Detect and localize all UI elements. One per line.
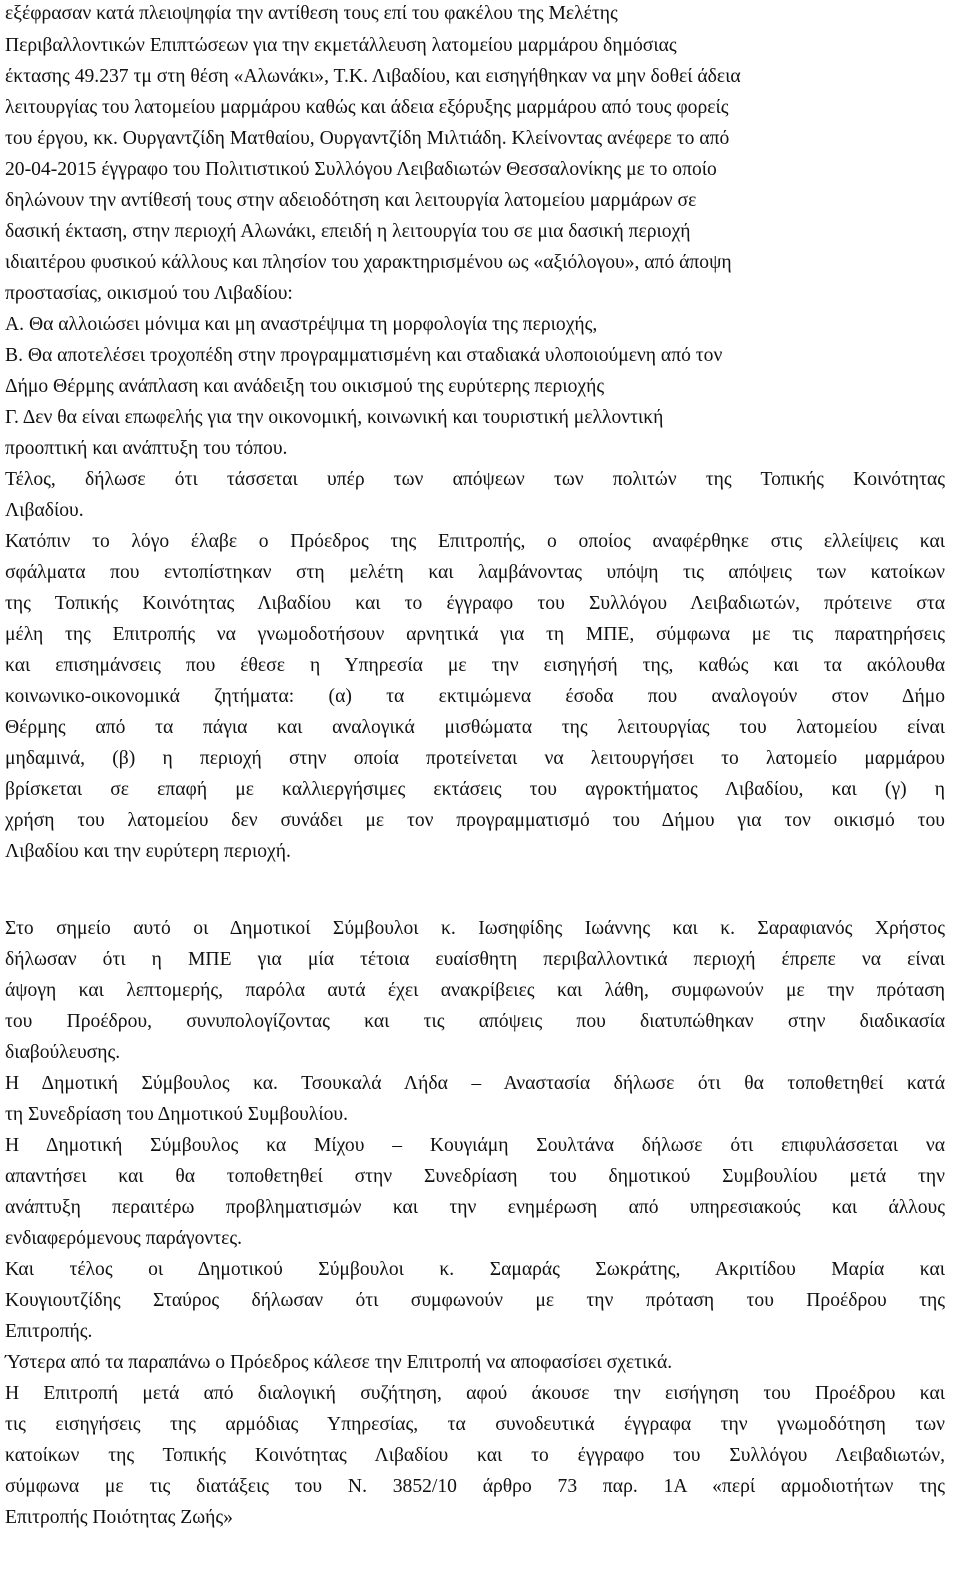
- text-line: κατοίκων της Τοπικής Κοινότητας Λιβαδίου και το έγγραφο του Συλλόγου Λειβαδιωτών,: [5, 1445, 945, 1466]
- text-line: Λιβαδίου.: [5, 500, 84, 521]
- text-line: βρίσκεται σε επαφή με καλλιεργήσιμες εκτάσεις του αγροκτήματος Λιβαδίου, και (γ) η: [5, 779, 945, 800]
- text-line: του Προέδρου, συνυπολογίζοντας και τις απόψεις που διατυπώθηκαν στην διαδικασία: [5, 1011, 945, 1032]
- text-line: σφάλματα που εντοπίστηκαν στη μελέτη και λαμβάνοντας υπόψη τις απόψεις των κατοίκων: [5, 562, 945, 583]
- text-line: Κουγιουτζίδης Σταύρος δήλωσαν ότι συμφωνούν με την πρόταση του Προέδρου της: [5, 1290, 945, 1311]
- text-line: προοπτική και ανάπτυξη του τόπου.: [5, 438, 288, 459]
- text-line: Α. Θα αλλοιώσει μόνιμα και μη αναστρέψιμα τη μορφολογία της περιοχής,: [5, 314, 598, 335]
- text-line: Β. Θα αποτελέσει τροχοπέδη στην προγραμματισμένη και σταδιακά υλοποιούμενη από τον: [5, 345, 723, 366]
- text-line: Στο σημείο αυτό οι Δημοτικοί Σύμβουλοι κ. Ιωσηφίδης Ιωάννης και κ. Σαραφιανός Χρήστος: [5, 918, 945, 939]
- text-line: 20-04-2015 έγγραφο του Πολιτιστικού Συλλόγου Λειβαδιωτών Θεσσαλονίκης με το οποίο: [5, 159, 717, 180]
- text-line: Ύστερα από τα παραπάνω ο Πρόεδρος κάλεσε την Επιτροπή να αποφασίσει σχετικά.: [5, 1352, 673, 1373]
- text-line: Επιτροπής.: [5, 1321, 93, 1342]
- text-line: τη Συνεδρίαση του Δημοτικού Συμβουλίου.: [5, 1104, 349, 1125]
- text-line: χρήση του λατομείου δεν συνάδει με τον προγραμματισμό του Δήμου για τον οικισμό του: [5, 810, 945, 831]
- text-line: εξέφρασαν κατά πλειοψηφία την αντίθεση τους επί του φακέλου της Μελέτης: [5, 3, 618, 24]
- text-line: μηδαμινά, (β) η περιοχή στην οποία προτείνεται να λειτουργήσει το λατομείο μαρμάρου: [5, 748, 945, 769]
- text-line: δασική έκταση, στην περιοχή Αλωνάκι, επειδή η λειτουργία του σε μια δασική περιοχή: [5, 221, 691, 242]
- text-line: Η Επιτροπή μετά από διαλογική συζήτηση, αφού άκουσε την εισήγηση του Προέδρου και: [5, 1383, 945, 1404]
- text-line: διαβούλευσης.: [5, 1042, 121, 1063]
- text-line: ιδιαιτέρου φυσικού κάλλους και πλησίον του χαρακτηρισμένου ως «αξιόλογου», από άποψη: [5, 252, 732, 273]
- text-line: Θέρμης από τα πάγια και αναλογικά μισθώματα της λειτουργίας του λατομείου είναι: [5, 717, 945, 738]
- text-line: του έργου, κκ. Ουργαντζίδη Ματθαίου, Ουργαντζίδη Μιλτιάδη. Κλείνοντας ανέφερε το από: [5, 128, 730, 149]
- text-line: και επισημάνσεις που έθεσε η Υπηρεσία με την εισηγήσή της, καθώς και τα ακόλουθα: [5, 655, 945, 676]
- text-line: απαντήσει και θα τοποθετηθεί στην Συνεδρίαση του δημοτικού Συμβουλίου μετά την: [5, 1166, 945, 1187]
- text-line: σύμφωνα με τις διατάξεις του Ν. 3852/10 άρθρο 73 παρ. 1Α «περί αρμοδιοτήτων της: [5, 1476, 945, 1497]
- text-line: Περιβαλλοντικών Επιπτώσεων για την εκμετάλλευση λατομείου μαρμάρου δημόσιας: [5, 35, 677, 56]
- text-line: λειτουργίας του λατομείου μαρμάρου καθώς και άδεια εξόρυξης μαρμάρου από τους φορείς: [5, 97, 729, 118]
- text-line: κοινωνικο-οικονομικά ζητήματα: (α) τα εκτιμώμενα έσοδα που αναλογούν στον Δήμο: [5, 686, 945, 707]
- text-line: έκτασης 49.237 τμ στη θέση «Αλωνάκι», Τ.Κ. Λιβαδίου, και εισηγήθηκαν να μην δοθεί άδεια: [5, 66, 741, 87]
- text-line: μέλη της Επιτροπής να γνωμοδοτήσουν αρνητικά για τη ΜΠΕ, σύμφωνα με τις παρατηρήσεις: [5, 624, 945, 645]
- text-line: ενδιαφερόμενους παράγοντες.: [5, 1228, 242, 1249]
- text-line: δήλωσαν ότι η ΜΠΕ για μία τέτοια ευαίσθητη περιβαλλοντικά περιοχή έπρεπε να είναι: [5, 949, 945, 970]
- text-line: Επιτροπής Ποιότητας Ζωής»: [5, 1507, 233, 1528]
- text-line: Η Δημοτική Σύμβουλος κα Μίχου – Κουγιάμη Σουλτάνα δήλωσε ότι επιφυλάσσεται να: [5, 1135, 945, 1156]
- text-line: ανάπτυξη περαιτέρω προβληματισμών και την ενημέρωση από υπηρεσιακούς και άλλους: [5, 1197, 945, 1218]
- text-line: τις εισηγήσεις της αρμόδιας Υπηρεσίας, τα συνοδευτικά έγγραφα την γνωμοδότηση των: [5, 1414, 945, 1435]
- text-line: άψογη και λεπτομερής, παρόλα αυτά έχει ανακρίβειες και λάθη, συμφωνούν με την πρόταση: [5, 980, 945, 1001]
- text-line: Κατόπιν το λόγο έλαβε ο Πρόεδρος της Επιτροπής, ο οποίος αναφέρθηκε στις ελλείψεις και: [5, 531, 945, 552]
- text-line: Τέλος, δήλωσε ότι τάσσεται υπέρ των απόψεων των πολιτών της Τοπικής Κοινότητας: [5, 469, 945, 490]
- text-line: προστασίας, οικισμού του Λιβαδίου:: [5, 283, 293, 304]
- text-line: Λιβαδίου και την ευρύτερη περιοχή.: [5, 841, 291, 862]
- text-line: Γ. Δεν θα είναι επωφελής για την οικονομική, κοινωνική και τουριστική μελλοντική: [5, 407, 664, 428]
- text-line: δηλώνουν την αντίθεσή τους στην αδειοδότηση και λειτουργία λατομείου μαρμάρων σε: [5, 190, 697, 211]
- text-line: Δήμο Θέρμης ανάπλαση και ανάδειξη του οικισμού της ευρύτερης περιοχής: [5, 376, 605, 397]
- text-line: Και τέλος οι Δημοτικού Σύμβουλοι κ. Σαμαράς Σωκράτης, Ακριτίδου Μαρία και: [5, 1259, 945, 1280]
- text-line: Η Δημοτική Σύμβουλος κα. Τσουκαλά Λήδα – Αναστασία δήλωσε ότι θα τοποθετηθεί κατά: [5, 1073, 945, 1094]
- text-line: της Τοπικής Κοινότητας Λιβαδίου και το έγγραφο του Συλλόγου Λειβαδιωτών, πρότεινε στα: [5, 593, 945, 614]
